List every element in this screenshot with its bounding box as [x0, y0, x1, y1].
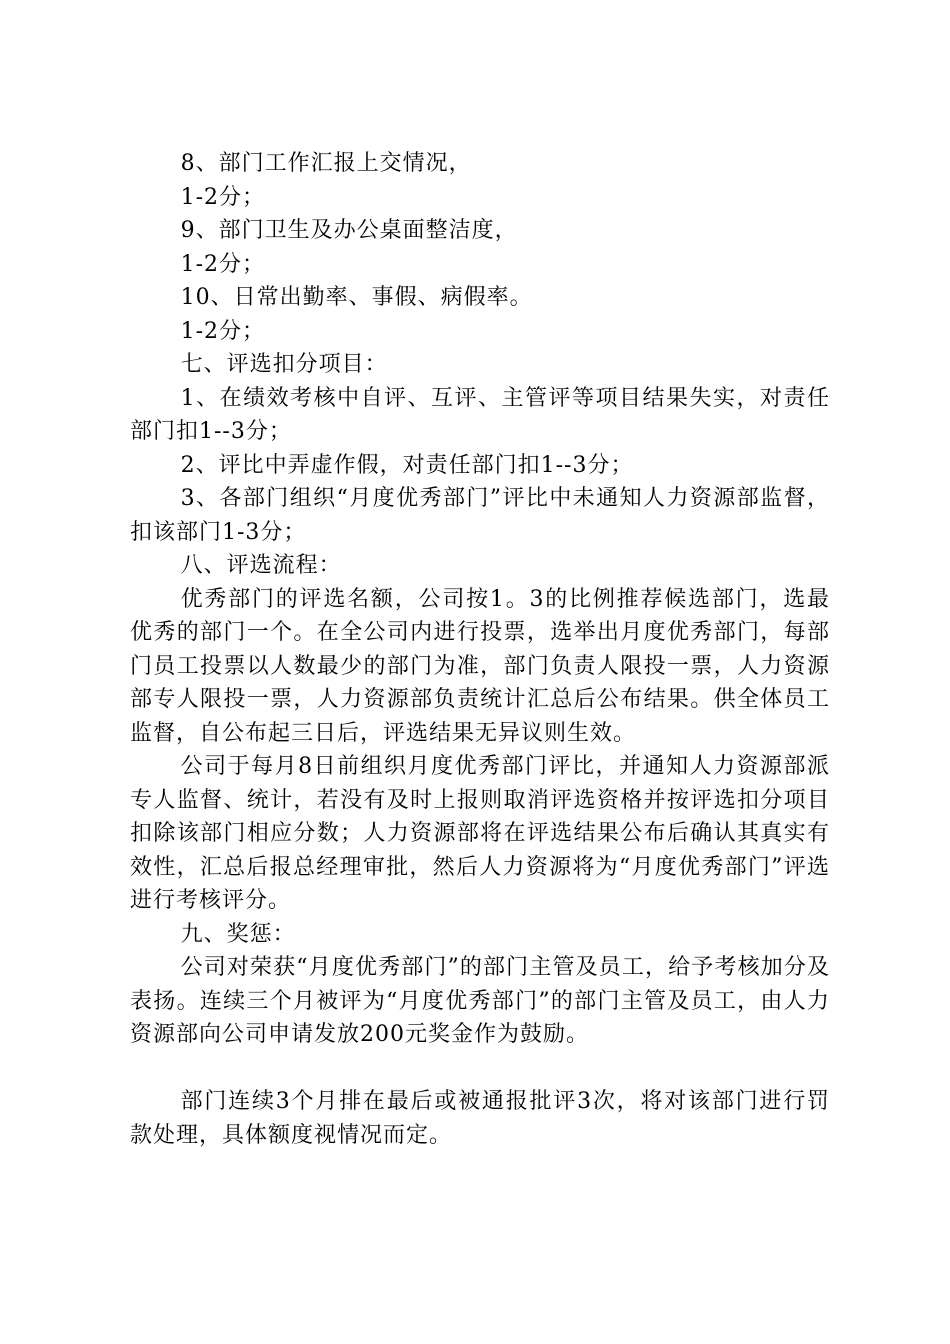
- paragraph: 8、部门工作汇报上交情况，: [180, 151, 472, 176]
- paragraph: 3、各部门组织“月度优秀部门”评比中未通知人力资源部监督，扣该部门1-3分；: [130, 486, 830, 545]
- paragraph: 公司于每月8日前组织月度优秀部门评比，并通知人力资源部派专人监督、统计，若没有及时上报则取消评选资格并按评选扣分项目扣除该部门相应分数；人力资源部将在评选结果公布后确认其真实有效性，汇总后报总经理审批，然后人力资源将为“月度优秀部门”评选进行考核评分。: [130, 754, 830, 913]
- paragraph: 10、日常出勤率、事假、病假率。: [180, 285, 533, 310]
- paragraph: 优秀部门的评选名额，公司按1。3的比例推荐候选部门，选最优秀的部门一个。在全公司内进行投票，选举出月度优秀部门，每部门员工投票以人数最少的部门为准，部门负责人限投一票，人力资源部专人限投一票，人力资源部负责统计汇总后公布结果。供全体员工监督，自公布起三日后，评选结果无异议则生效。: [130, 586, 830, 746]
- paragraph: 2、评比中弄虚作假，对责任部门扣1--3分；: [180, 452, 634, 478]
- paragraph: 1-2分；: [180, 251, 266, 277]
- paragraph: 9、部门卫生及办公桌面整洁度，: [180, 218, 518, 243]
- paragraph: 1-2分；: [180, 318, 266, 344]
- paragraph: 公司对荣获“月度优秀部门”的部门主管及员工，给予考核加分及表扬。连续三个月被评为“月度优秀部门”的部门主管及员工，由人力资源部向公司申请发放200元奖金作为鼓励。: [130, 955, 830, 1047]
- blank-line: [130, 1052, 830, 1086]
- section-heading: 八、评选流程：: [180, 553, 342, 578]
- paragraph: 1-2分；: [180, 184, 266, 210]
- document-body: [130, 147, 830, 1152]
- section-heading: 九、奖惩：: [180, 921, 296, 947]
- paragraph: 1、在绩效考核中自评、互评、主管评等项目结果失实，对责任部门扣1--3分；: [130, 385, 830, 444]
- section-heading: 七、评选扣分项目：: [180, 352, 388, 377]
- paragraph: 部门连续3个月排在最后或被通报批评3次，将对该部门进行罚款处理，具体额度视情况而定。: [130, 1089, 830, 1148]
